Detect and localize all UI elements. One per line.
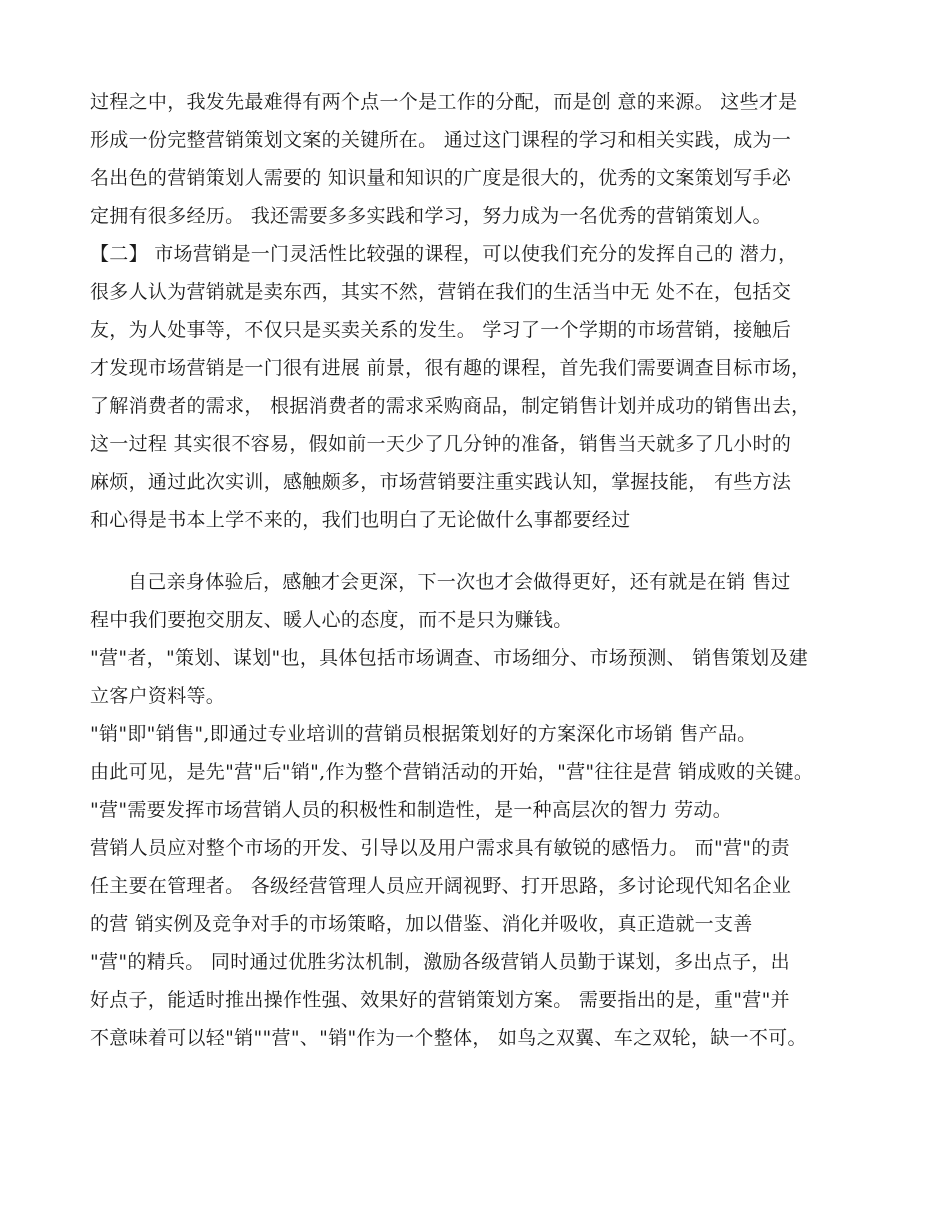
text-line: "营"需要发挥市场营销人员的积极性和制造性，是一种高层次的智力 劳动。 (90, 799, 733, 821)
text-line: 营销人员应对整个市场的开发、引导以及用户需求具有敏锐的感悟力。 而"营"的责 (90, 837, 790, 859)
text-line: 和心得是书本上学不来的，我们也明白了无论做什么事都要经过 (90, 509, 631, 531)
text-line: 这一过程 其实很不容易，假如前一天少了几分钟的准备，销售当天就多了几小时的 (90, 433, 792, 455)
text-line: 立客户资料等。 (90, 685, 226, 707)
text-line: 形成一份完整营销策划文案的关键所在。 通过这门课程的学习和相关实践，成为一 (90, 129, 792, 151)
text-line: 麻烦，通过此次实训，感触颇多，市场营销要注重实践认知，掌握技能， 有些方法 (90, 471, 792, 493)
text-line: 过程之中，我发先最难得有两个点一个是工作的分配，而是创 意的来源。 这些才是 (90, 91, 798, 113)
text-line: 才发现市场营销是一门很有进展 前景，很有趣的课程，首先我们需要调查目标市场， (90, 357, 811, 379)
text-line: 好点子，能适时推出操作性强、效果好的营销策划方案。 需要指出的是，重"营"并 (90, 989, 790, 1011)
text-line: 由此可见，是先"营"后"销",作为整个营销活动的开始，"营"往往是营 销成败的关键。 (90, 761, 814, 783)
text-line: 任主要在管理者。 各级经营管理人员应开阔视野、打开思路，多讨论现代知名企业 (90, 875, 792, 897)
text-line: 程中我们要抱交朋友、暖人心的态度，而不是只为赚钱。 (90, 609, 573, 631)
text-line: 友，为人处事等，不仅只是买卖关系的发生。 学习了一个学期的市场营销，接触后 (90, 319, 792, 341)
text-line: 【二】 市场营销是一门灵活性比较强的课程，可以使我们充分的发挥自己的 潜力， (90, 243, 798, 265)
text-line: 名出色的营销策划人需要的 知识量和知识的广度是很大的，优秀的文案策划写手必 (90, 167, 792, 189)
text-line: 不意味着可以轻"销""营"、"销"作为一个整体， 如鸟之双翼、车之双轮，缺一不可。 (90, 1027, 807, 1049)
text-line: 了解消费者的需求， 根据消费者的需求采购商品，制定销售计划并成功的销售出去， (90, 395, 811, 417)
text-line: "营"的精兵。 同时通过优胜劣汰机制，激励各级营销人员勤于谋划，多出点子，出 (90, 951, 790, 973)
text-line: 的营 销实例及竞争对手的市场策略，加以借鉴、消化并吸收，真正造就一支善 (90, 913, 753, 935)
text-line: 定拥有很多经历。 我还需要多多实践和学习，努力成为一名优秀的营销策划人。 (90, 205, 772, 227)
text-line: "销"即"销售",即通过专业培训的营销员根据策划好的方案深化市场销 售产品。 (90, 723, 757, 745)
text-line: "营"者，"策划、谋划"也，具体包括市场调查、市场细分、市场预测、 销售策划及建 (90, 647, 808, 669)
text-line: 很多人认为营销就是卖东西，其实不然，营销在我们的生活当中无 处不在，包括交 (90, 281, 792, 303)
text-line: 自己亲身体验后，感触才会更深，下一次也才会做得更好，还有就是在销 售过 (128, 571, 791, 593)
